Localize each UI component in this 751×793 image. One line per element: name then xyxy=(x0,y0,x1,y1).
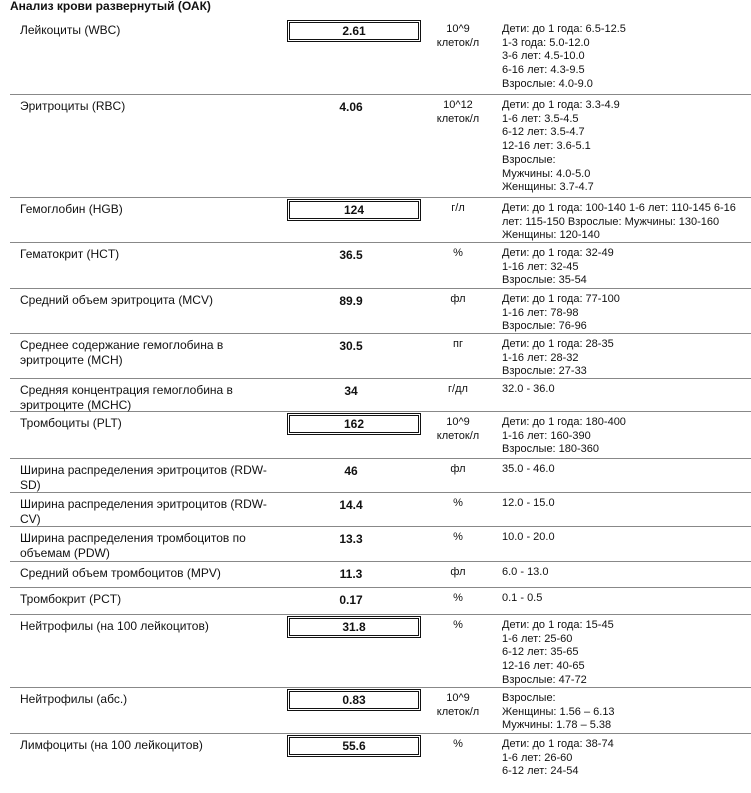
reference-line: 6-16 лет: 4.3-9.5 xyxy=(502,64,585,77)
result-value: 89.9 xyxy=(339,294,363,308)
reference-line: 6.0 - 13.0 xyxy=(502,566,549,578)
test-name: Ширина распределения эритроцитов (RDW-SD) xyxy=(20,463,267,492)
report-title: Анализ крови развернутый (ОАК) xyxy=(10,0,211,13)
test-name: Средний объем эритроцита (MCV) xyxy=(20,293,213,307)
unit-line: клеток/л xyxy=(436,112,480,125)
result-value: 0.17 xyxy=(339,593,363,607)
reference-line: Взрослые: xyxy=(502,692,556,704)
reference-range xyxy=(502,619,751,688)
table-row xyxy=(10,492,751,527)
result-value: 30.5 xyxy=(339,339,363,353)
reference-range xyxy=(502,592,751,606)
unit xyxy=(423,592,493,606)
reference-line: 12.0 - 15.0 xyxy=(502,497,555,509)
reference-line: 6-12 лет: 35-65 xyxy=(502,646,579,659)
reference-line: Дети: до 1 года: 77-100 xyxy=(502,293,620,305)
reference-line: 12-16 лет: 3.6-5.1 xyxy=(502,140,591,153)
unit xyxy=(423,566,493,580)
result-value-flagged: 2.61 xyxy=(287,20,421,42)
reference-line: 1-3 года: 5.0-12.0 xyxy=(502,36,590,49)
reference-line: Дети: до 1 года: 28-35 xyxy=(502,338,614,350)
reference-range xyxy=(502,202,751,243)
result-value-flagged: 124 xyxy=(287,199,421,221)
reference-line: 1-16 лет: 78-98 xyxy=(502,306,579,319)
unit xyxy=(423,416,493,443)
reference-line: Взрослые: 35-54 xyxy=(502,274,587,287)
reference-range xyxy=(502,338,751,379)
table-row xyxy=(10,687,751,734)
test-name: Нейтрофилы (абс.) xyxy=(20,692,128,706)
reference-line: 0.1 - 0.5 xyxy=(502,592,543,604)
table-row xyxy=(10,288,751,334)
reference-range xyxy=(502,463,751,477)
reference-line: Дети: до 1 года: 180-400 xyxy=(502,416,626,428)
reference-line: Дети: до 1 года: 15-45 xyxy=(502,619,614,631)
unit xyxy=(423,99,493,126)
test-name: Ширина распределения тромбоцитов по объемам (PDW) xyxy=(20,531,246,560)
unit xyxy=(423,247,493,261)
result-value: 13.3 xyxy=(339,532,363,546)
table-row xyxy=(10,561,751,588)
table-row xyxy=(10,587,751,615)
unit-line: 10^9 xyxy=(446,23,470,35)
unit-line: фл xyxy=(450,463,466,475)
unit-line: г/дл xyxy=(448,383,468,395)
reference-line: 1-16 лет: 32-45 xyxy=(502,260,579,273)
unit xyxy=(423,692,493,719)
result-value: 46 xyxy=(344,464,358,478)
reference-range xyxy=(502,692,751,733)
table-row xyxy=(10,458,751,493)
unit xyxy=(423,531,493,545)
reference-range xyxy=(502,23,751,92)
result-value: 14.4 xyxy=(339,498,363,512)
test-name: Тромбоциты (PLT) xyxy=(20,416,122,430)
result-value-flagged: 162 xyxy=(287,413,421,435)
result-value: 36.5 xyxy=(339,248,363,262)
unit-line: % xyxy=(453,247,463,259)
reference-line: Дети: до 1 года: 3.3-4.9 xyxy=(502,99,620,111)
unit xyxy=(423,497,493,511)
unit xyxy=(423,23,493,50)
table-row xyxy=(10,333,751,379)
reference-line: 6-12 лет: 24-54 xyxy=(502,765,579,778)
unit xyxy=(423,202,493,216)
reference-range xyxy=(502,383,751,397)
unit-line: пг xyxy=(453,338,463,350)
test-name: Тромбокрит (PCT) xyxy=(20,592,122,606)
unit-line: % xyxy=(453,531,463,543)
reference-line: 1-16 лет: 28-32 xyxy=(502,351,579,364)
reference-line: Мужчины: 1.78 – 5.38 xyxy=(502,719,612,732)
unit-line: 10^9 xyxy=(446,692,470,704)
table-row xyxy=(10,94,751,198)
reference-line: Дети: до 1 года: 100-140 1-6 лет: 110-145 6-16 лет: 115-150 Взрослые: Мужчины: 130-160 Женщины: 120-140 xyxy=(502,202,736,242)
unit-line: 10^12 xyxy=(443,99,473,111)
reference-line: 3-6 лет: 4.5-10.0 xyxy=(502,50,585,63)
result-value-flagged: 55.6 xyxy=(287,735,421,757)
reference-range xyxy=(502,531,751,545)
reference-line: Дети: до 1 года: 32-49 xyxy=(502,247,614,259)
test-name: Лейкоциты (WBC) xyxy=(20,23,121,37)
result-value: 11.3 xyxy=(339,567,363,581)
result-value-flagged: 0.83 xyxy=(287,689,421,711)
reference-range xyxy=(502,416,751,457)
table-row xyxy=(10,411,751,459)
reference-line: 12-16 лет: 40-65 xyxy=(502,660,585,673)
reference-line: Взрослые: 47-72 xyxy=(502,673,587,686)
test-name: Гемоглобин (HGB) xyxy=(20,202,123,216)
test-name: Эритроциты (RBC) xyxy=(20,99,126,113)
reference-line: 1-6 лет: 26-60 xyxy=(502,751,573,764)
reference-line: Дети: до 1 года: 38-74 xyxy=(502,738,614,750)
test-name: Средний объем тромбоцитов (MPV) xyxy=(20,566,221,580)
test-name: Среднее содержание гемоглобина в эритроците (MCH) xyxy=(20,338,224,367)
reference-line: Дети: до 1 года: 6.5-12.5 xyxy=(502,23,626,35)
unit-line: г/л xyxy=(451,202,465,214)
table-row xyxy=(10,197,751,243)
reference-line: 10.0 - 20.0 xyxy=(502,531,555,543)
reference-line: 1-6 лет: 25-60 xyxy=(502,632,573,645)
unit xyxy=(423,738,493,752)
reference-line: 1-16 лет: 160-390 xyxy=(502,429,591,442)
result-value: 4.06 xyxy=(339,100,363,114)
test-name: Лимфоциты (на 100 лейкоцитов) xyxy=(20,738,203,752)
reference-line: Мужчины: 4.0-5.0 xyxy=(502,167,591,180)
reference-range xyxy=(502,247,751,288)
reference-line: Женщины: 1.56 – 6.13 xyxy=(502,705,615,718)
test-name: Нейтрофилы (на 100 лейкоцитов) xyxy=(20,619,209,633)
table-row xyxy=(10,242,751,289)
unit-line: 10^9 xyxy=(446,416,470,428)
reference-range xyxy=(502,293,751,334)
reference-line: Взрослые: 4.0-9.0 xyxy=(502,77,593,90)
reference-line: Взрослые: 180-360 xyxy=(502,443,600,456)
reference-line: 6-12 лет: 3.5-4.7 xyxy=(502,126,585,139)
table-row xyxy=(10,378,751,412)
reference-line: 35.0 - 46.0 xyxy=(502,463,555,475)
reference-range xyxy=(502,566,751,580)
unit xyxy=(423,338,493,352)
reference-line: 32.0 - 36.0 xyxy=(502,383,555,395)
reference-range xyxy=(502,497,751,511)
test-name: Ширина распределения эритроцитов (RDW-CV) xyxy=(20,497,267,526)
result-value: 34 xyxy=(344,384,358,398)
table-row xyxy=(10,18,751,95)
reference-line: Женщины: 3.7-4.7 xyxy=(502,181,594,194)
reference-line: Взрослые: xyxy=(502,153,556,166)
result-value-flagged: 31.8 xyxy=(287,616,421,638)
test-name: Гематокрит (HCT) xyxy=(20,247,120,261)
reference-line: Взрослые: 27-33 xyxy=(502,365,587,378)
table-row xyxy=(10,526,751,562)
unit-line: клеток/л xyxy=(436,36,480,49)
unit-line: % xyxy=(453,619,463,631)
unit-line: фл xyxy=(450,293,466,305)
test-name: Средняя концентрация гемоглобина в эритроците (MCHC) xyxy=(20,383,233,412)
unit-line: фл xyxy=(450,566,466,578)
reference-line: Взрослые: 76-96 xyxy=(502,320,587,333)
unit xyxy=(423,619,493,633)
unit-line: % xyxy=(453,738,463,750)
unit-line: клеток/л xyxy=(436,705,480,718)
unit xyxy=(423,383,493,397)
table-row xyxy=(10,614,751,688)
unit-line: % xyxy=(453,497,463,509)
reference-range xyxy=(502,99,751,195)
unit-line: % xyxy=(453,592,463,604)
reference-line: 1-6 лет: 3.5-4.5 xyxy=(502,112,579,125)
table-row xyxy=(10,733,751,793)
unit-line: клеток/л xyxy=(436,429,480,442)
unit xyxy=(423,293,493,307)
unit xyxy=(423,463,493,477)
